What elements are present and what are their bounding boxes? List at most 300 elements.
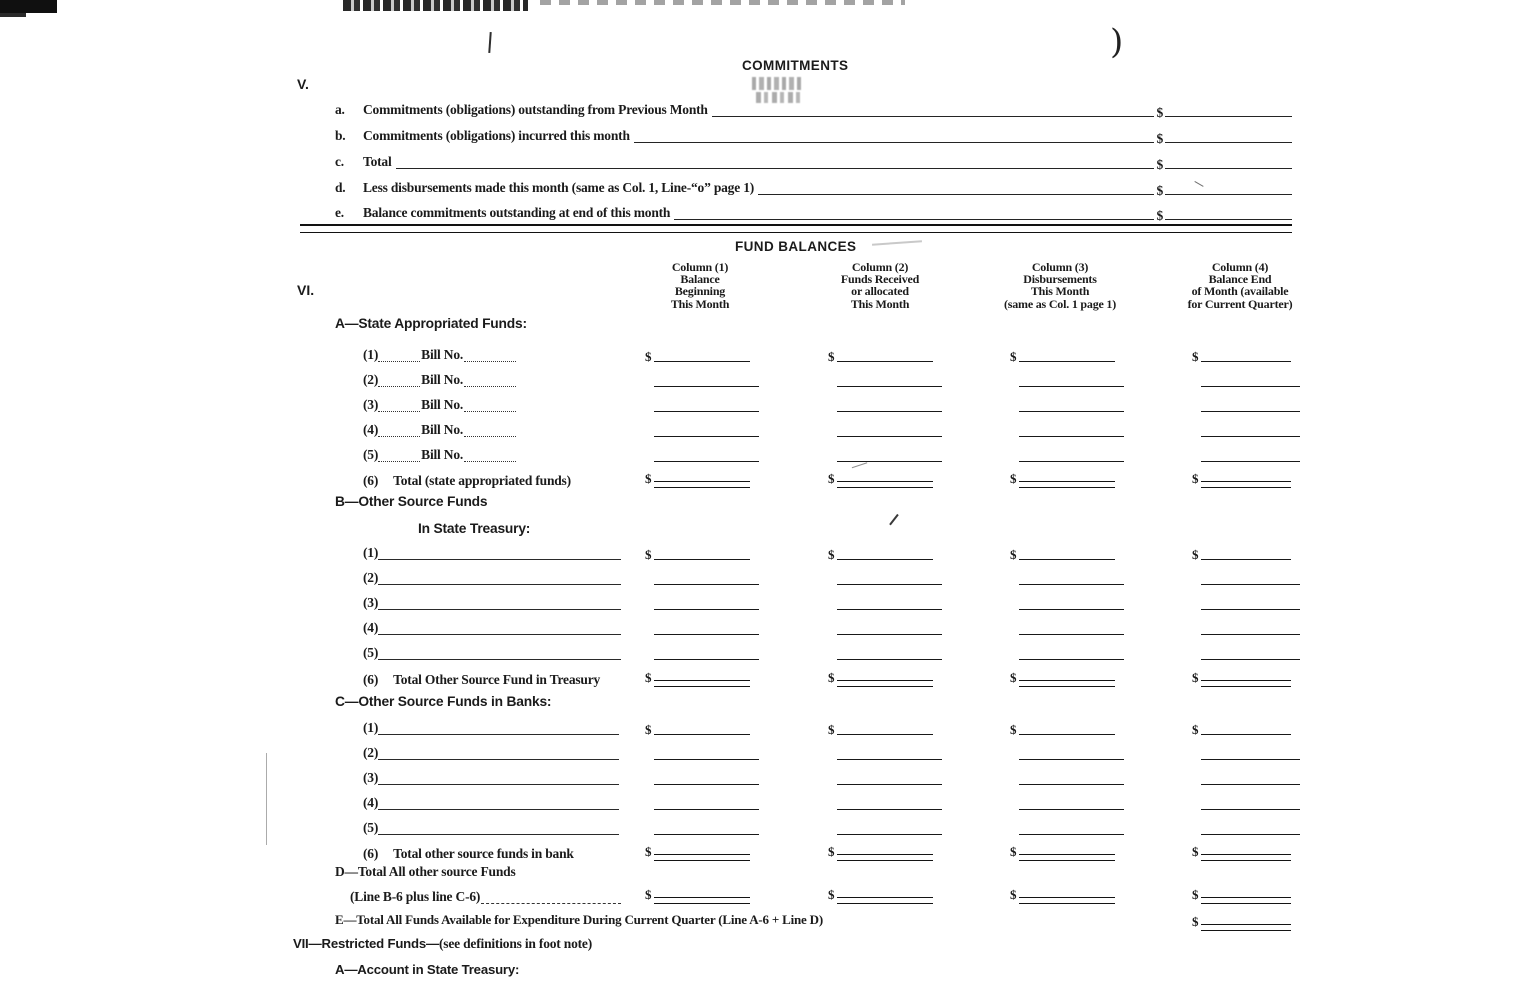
section-d-subline-label: (Line B-6 plus line C-6)	[350, 889, 481, 904]
dollar-sign: $	[1010, 670, 1017, 685]
dollar-sign: $	[1156, 208, 1163, 223]
blank-line	[1201, 734, 1292, 735]
row-number: (4)	[363, 620, 379, 635]
dollar-sign: $	[828, 471, 835, 486]
column-header-line: Column (1)	[671, 260, 729, 274]
dollar-sign: $	[1010, 887, 1017, 902]
blank-line	[654, 784, 759, 785]
fund-cell	[1010, 545, 1115, 560]
blank-line	[654, 361, 751, 362]
fund-cell	[828, 545, 933, 560]
dotted-leader	[396, 168, 1155, 169]
blank-line	[837, 834, 942, 835]
dotted-blank	[464, 461, 516, 462]
commitments-title: COMMITMENTS	[742, 58, 849, 73]
amount-blank-line	[1165, 142, 1292, 143]
fund-cell	[1192, 720, 1291, 735]
blank-line	[1019, 411, 1124, 412]
commitment-row-c	[335, 152, 1292, 170]
commitment-row-d	[335, 178, 1292, 196]
dollar-sign: $	[1156, 157, 1163, 172]
scan-mark-left-tick	[488, 32, 491, 53]
column-header-line: Disbursements	[1023, 272, 1097, 287]
row-number: (2)	[363, 372, 379, 387]
blank-line	[837, 734, 934, 735]
column-header-line: or allocated	[851, 284, 909, 299]
amount-blank-line	[1165, 168, 1292, 169]
dotted-blank	[378, 436, 420, 437]
fund-cell	[828, 595, 942, 610]
dollar-sign: $	[1156, 131, 1163, 146]
fund-cell	[1010, 720, 1115, 735]
write-in-blank-line	[378, 559, 621, 560]
source-row-label	[363, 620, 621, 636]
fund-cell	[1192, 397, 1300, 412]
blank-line	[1201, 784, 1300, 785]
blank-line	[837, 759, 942, 760]
row-number: (5)	[363, 447, 379, 462]
row-label: Balance commitments outstanding at end of this month	[363, 205, 671, 220]
fund-cell	[1010, 820, 1124, 835]
blank-line	[1019, 784, 1124, 785]
column-header-line: This Month	[670, 296, 730, 311]
fund-cell	[1010, 645, 1124, 660]
section-divider-double-rule	[300, 224, 1292, 233]
blank-line-double	[1201, 854, 1292, 861]
section-vii-heading	[293, 936, 592, 952]
column-header-2	[795, 261, 965, 310]
column-header-line: This Month	[1030, 284, 1090, 299]
blank-line	[837, 559, 934, 560]
fund-cell	[1010, 595, 1124, 610]
dollar-sign: $	[645, 722, 652, 737]
column-header-line: Beginning	[674, 284, 726, 299]
blank-line	[837, 584, 942, 585]
dollar-sign: $	[1192, 722, 1199, 737]
section-d-subline	[349, 889, 621, 905]
section-b-subheading: In State Treasury:	[418, 521, 531, 536]
dollar-sign: $	[828, 670, 835, 685]
dollar-sign: $	[1192, 914, 1199, 929]
blank-line	[654, 461, 759, 462]
bill-row-label-1	[363, 347, 541, 363]
dollar-sign: $	[1010, 349, 1017, 364]
section-a-total-label	[363, 473, 572, 489]
section-c-total-label	[363, 846, 575, 862]
write-in-blank-line	[378, 659, 621, 660]
dollar-sign: $	[1010, 722, 1017, 737]
blank-line-double	[837, 481, 934, 488]
fund-cell	[1192, 422, 1300, 437]
scan-smudge-top-left-corner	[0, 0, 57, 13]
fund-cell	[828, 447, 942, 462]
blank-line	[654, 634, 759, 635]
bill-no-label: Bill No.	[421, 447, 464, 462]
dollar-sign: $	[645, 887, 652, 902]
commitment-row-e	[335, 203, 1292, 221]
blank-line	[1019, 834, 1124, 835]
fund-total-cell	[645, 846, 750, 861]
blank-line	[837, 436, 942, 437]
blank-line	[837, 411, 942, 412]
dollar-sign: $	[1192, 547, 1199, 562]
dollar-sign: $	[1192, 887, 1199, 902]
section-c-heading: C—Other Source Funds in Banks:	[335, 694, 552, 709]
blank-line	[1019, 609, 1124, 610]
blank-line	[1201, 411, 1300, 412]
fund-total-cell	[828, 672, 933, 687]
blank-line	[837, 634, 942, 635]
blank-line	[1201, 634, 1300, 635]
row-number: (4)	[363, 795, 379, 810]
source-row-label	[363, 595, 621, 611]
fund-cell	[1192, 620, 1300, 635]
bill-no-label: Bill No.	[421, 422, 464, 437]
fund-cell	[1010, 397, 1124, 412]
scan-smudge-under-title	[752, 77, 802, 90]
write-in-blank-line	[378, 784, 619, 785]
blank-line	[1201, 759, 1300, 760]
row-number: (5)	[363, 820, 379, 835]
blank-line	[654, 411, 759, 412]
fund-cell	[645, 422, 759, 437]
blank-line-double	[654, 680, 751, 687]
column-header-line: Column (2)	[851, 260, 909, 274]
scan-streak-top-heavy	[343, 0, 528, 11]
blank-line	[1019, 659, 1124, 660]
blank-line	[654, 559, 751, 560]
fund-cell	[1192, 545, 1291, 560]
fund-total-cell	[1010, 889, 1115, 904]
blank-line	[837, 809, 942, 810]
fund-total-cell	[1192, 846, 1291, 861]
fund-total-cell	[1192, 916, 1291, 931]
scan-mark-right-paren: )	[1110, 22, 1124, 62]
fund-total-cell	[828, 473, 933, 488]
row-number: (6)	[363, 846, 379, 861]
source-row-label	[363, 645, 621, 661]
fund-cell	[645, 745, 759, 760]
blank-line-double	[1019, 897, 1116, 904]
row-number: (3)	[363, 595, 379, 610]
blank-line	[1201, 386, 1300, 387]
row-label: Less disbursements made this month (same as Col. 1, Line-“o” page 1)	[363, 180, 755, 195]
scan-backslash-mark	[889, 514, 898, 525]
blank-line	[837, 609, 942, 610]
blank-line	[1019, 436, 1124, 437]
dollar-sign: $	[1156, 183, 1163, 198]
fund-cell	[645, 645, 759, 660]
blank-line-double	[837, 854, 934, 861]
blank-line	[654, 659, 759, 660]
blank-line-double	[1201, 897, 1292, 904]
fund-total-cell	[1192, 889, 1291, 904]
column-header-line: for Current Quarter)	[1187, 296, 1293, 311]
fund-cell	[645, 570, 759, 585]
fund-total-cell	[1010, 473, 1115, 488]
fund-cell	[828, 645, 942, 660]
blank-line	[654, 834, 759, 835]
dollar-sign: $	[645, 471, 652, 486]
source-row-label	[363, 820, 619, 836]
dotted-leader	[758, 194, 1154, 195]
column-header-3	[975, 261, 1145, 310]
source-row-label	[363, 545, 621, 561]
section-vii-heading-main: VII—Restricted Funds—	[293, 936, 440, 951]
write-in-blank-line	[378, 809, 619, 810]
dollar-sign: $	[828, 547, 835, 562]
dollar-sign: $	[1192, 844, 1199, 859]
scan-smudge-top-left-tail	[0, 13, 26, 17]
write-in-blank-line	[378, 759, 619, 760]
fund-cell	[1010, 372, 1124, 387]
fund-cell	[1192, 770, 1300, 785]
blank-line	[837, 784, 942, 785]
row-letter: e.	[335, 205, 344, 220]
fund-cell	[828, 347, 933, 362]
amount-blank-line	[1165, 194, 1292, 195]
fund-total-cell	[828, 889, 933, 904]
fund-cell	[645, 620, 759, 635]
row-number: (3)	[363, 770, 379, 785]
blank-line	[654, 734, 751, 735]
write-in-blank-line	[378, 734, 619, 735]
dollar-sign: $	[1192, 349, 1199, 364]
blank-line	[1019, 759, 1124, 760]
blank-line	[1019, 386, 1124, 387]
total-label: Total (state appropriated funds)	[393, 473, 571, 488]
blank-line-double	[1201, 680, 1292, 687]
dotted-blank	[464, 361, 516, 362]
dotted-leader	[712, 116, 1155, 117]
bill-row-label-3	[363, 397, 541, 413]
blank-line	[1019, 461, 1124, 462]
dollar-sign: $	[645, 844, 652, 859]
fund-cell	[645, 347, 750, 362]
dotted-blank	[378, 361, 420, 362]
fund-cell	[645, 720, 750, 735]
fund-cell	[828, 820, 942, 835]
blank-line-double	[654, 481, 751, 488]
blank-line	[1201, 559, 1292, 560]
fund-total-cell	[645, 473, 750, 488]
fund-cell	[828, 422, 942, 437]
scan-streak-near-fund-title	[872, 240, 922, 245]
write-in-blank-line	[378, 634, 621, 635]
row-number: (5)	[363, 645, 379, 660]
dollar-sign: $	[1156, 105, 1163, 120]
blank-line-double	[1019, 680, 1116, 687]
bill-row-label-4	[363, 422, 541, 438]
blank-line	[1201, 436, 1300, 437]
blank-line	[837, 461, 942, 462]
dollar-sign: $	[1010, 844, 1017, 859]
fund-cell	[645, 447, 759, 462]
fund-cell	[645, 820, 759, 835]
write-in-blank-line	[378, 834, 619, 835]
amount-blank-line	[1165, 116, 1292, 117]
dotted-leader	[634, 142, 1155, 143]
column-header-line: (same as Col. 1 page 1)	[1003, 296, 1117, 311]
row-letter: b.	[335, 128, 346, 143]
blank-line	[1201, 361, 1292, 362]
fund-cell	[1192, 372, 1300, 387]
fund-total-cell	[1192, 473, 1291, 488]
fund-cell	[828, 770, 942, 785]
fund-cell	[645, 595, 759, 610]
source-row-label	[363, 745, 619, 761]
fund-cell	[1192, 795, 1300, 810]
blank-line	[837, 659, 942, 660]
fund-cell	[828, 397, 942, 412]
fund-cell	[828, 745, 942, 760]
blank-line	[1201, 809, 1300, 810]
section-v-number: V.	[297, 76, 309, 92]
fund-cell	[1010, 795, 1124, 810]
fund-cell	[1192, 645, 1300, 660]
dashed-leader	[481, 903, 621, 904]
dotted-blank	[378, 411, 420, 412]
total-label: Total Other Source Fund in Treasury	[393, 672, 601, 687]
blank-line	[1201, 834, 1300, 835]
blank-line	[1019, 559, 1116, 560]
column-header-line: Column (4)	[1211, 260, 1269, 274]
source-row-label	[363, 795, 619, 811]
section-b-total-label	[363, 672, 601, 688]
fund-cell	[1192, 820, 1300, 835]
row-label: Commitments (obligations) outstanding from Previous Month	[363, 102, 708, 117]
column-header-line: Balance End	[1208, 272, 1272, 287]
row-letter: d.	[335, 180, 346, 195]
fund-total-cell	[828, 846, 933, 861]
blank-line	[654, 436, 759, 437]
dotted-blank	[464, 386, 516, 387]
fund-cell	[645, 372, 759, 387]
fund-cell	[1010, 745, 1124, 760]
bill-row-label-5	[363, 447, 541, 463]
column-header-line: Column (3)	[1031, 260, 1089, 274]
blank-line-double	[837, 897, 934, 904]
fund-cell	[828, 795, 942, 810]
blank-line-double	[654, 897, 751, 904]
fund-cell	[1192, 745, 1300, 760]
write-in-blank-line	[378, 609, 621, 610]
column-header-line: Funds Received	[840, 272, 920, 287]
column-header-line: This Month	[850, 296, 910, 311]
row-letter: a.	[335, 102, 345, 117]
fund-cell	[1010, 447, 1124, 462]
fund-cell	[828, 620, 942, 635]
bill-no-label: Bill No.	[421, 347, 464, 362]
fund-cell	[1010, 770, 1124, 785]
blank-line	[1019, 361, 1116, 362]
blank-line	[837, 386, 942, 387]
row-number: (2)	[363, 570, 379, 585]
blank-line	[1201, 659, 1300, 660]
fund-cell	[1192, 570, 1300, 585]
dollar-sign: $	[828, 844, 835, 859]
fund-cell	[1010, 347, 1115, 362]
section-b-heading: B—Other Source Funds	[335, 494, 488, 509]
dotted-blank	[464, 411, 516, 412]
commitment-row-a	[335, 100, 1292, 118]
fund-total-cell	[1192, 672, 1291, 687]
blank-line	[837, 361, 934, 362]
dollar-sign: $	[828, 722, 835, 737]
column-header-line: of Month (available	[1191, 284, 1289, 299]
bill-no-label: Bill No.	[421, 397, 464, 412]
fund-cell	[1192, 347, 1291, 362]
bill-no-label: Bill No.	[421, 372, 464, 387]
row-label: Total	[363, 154, 392, 169]
row-number: (4)	[363, 422, 379, 437]
scan-vertical-line-left-margin	[266, 753, 267, 845]
blank-line	[1201, 584, 1300, 585]
blank-line-double	[1201, 481, 1292, 488]
blank-line	[1201, 461, 1300, 462]
dollar-sign: $	[645, 349, 652, 364]
row-number: (6)	[363, 473, 379, 488]
blank-line	[654, 609, 759, 610]
row-label: Commitments (obligations) incurred this month	[363, 128, 630, 143]
section-a-heading: A—State Appropriated Funds:	[335, 316, 527, 331]
dollar-sign: $	[1010, 471, 1017, 486]
row-number: (2)	[363, 745, 379, 760]
blank-line-double	[1201, 924, 1292, 931]
fund-cell	[645, 545, 750, 560]
dollar-sign: $	[645, 670, 652, 685]
fund-cell	[828, 720, 933, 735]
column-header-line: Balance	[680, 272, 720, 287]
blank-line	[654, 386, 759, 387]
column-header-1	[615, 261, 785, 310]
blank-line-double	[837, 680, 934, 687]
dotted-blank	[464, 436, 516, 437]
fund-cell	[1010, 620, 1124, 635]
row-number: (1)	[363, 720, 379, 735]
column-header-4	[1155, 261, 1325, 310]
section-vi-number: VI.	[297, 282, 315, 298]
dollar-sign: $	[1192, 670, 1199, 685]
write-in-blank-line	[378, 584, 621, 585]
blank-line	[1019, 734, 1116, 735]
section-e-heading: E—Total All Funds Available for Expenditure During Current Quarter (Line A-6 + Line D)	[335, 912, 823, 927]
blank-line	[654, 759, 759, 760]
fund-cell	[645, 770, 759, 785]
dollar-sign: $	[828, 887, 835, 902]
dotted-blank	[378, 386, 420, 387]
blank-line	[1201, 609, 1300, 610]
fund-cell	[1010, 422, 1124, 437]
fund-cell	[1192, 447, 1300, 462]
dollar-sign: $	[1192, 471, 1199, 486]
fund-cell	[828, 372, 942, 387]
row-letter: c.	[335, 154, 344, 169]
blank-line	[654, 584, 759, 585]
dotted-leader	[674, 219, 1154, 220]
blank-line-double	[654, 854, 751, 861]
dollar-sign: $	[645, 547, 652, 562]
fund-cell	[645, 397, 759, 412]
source-row-label	[363, 720, 619, 736]
dollar-sign: $	[828, 349, 835, 364]
source-row-label	[363, 770, 619, 786]
row-number: (1)	[363, 545, 379, 560]
fund-cell	[1192, 595, 1300, 610]
blank-line	[1019, 634, 1124, 635]
bill-row-label-2	[363, 372, 541, 388]
blank-line	[1019, 584, 1124, 585]
